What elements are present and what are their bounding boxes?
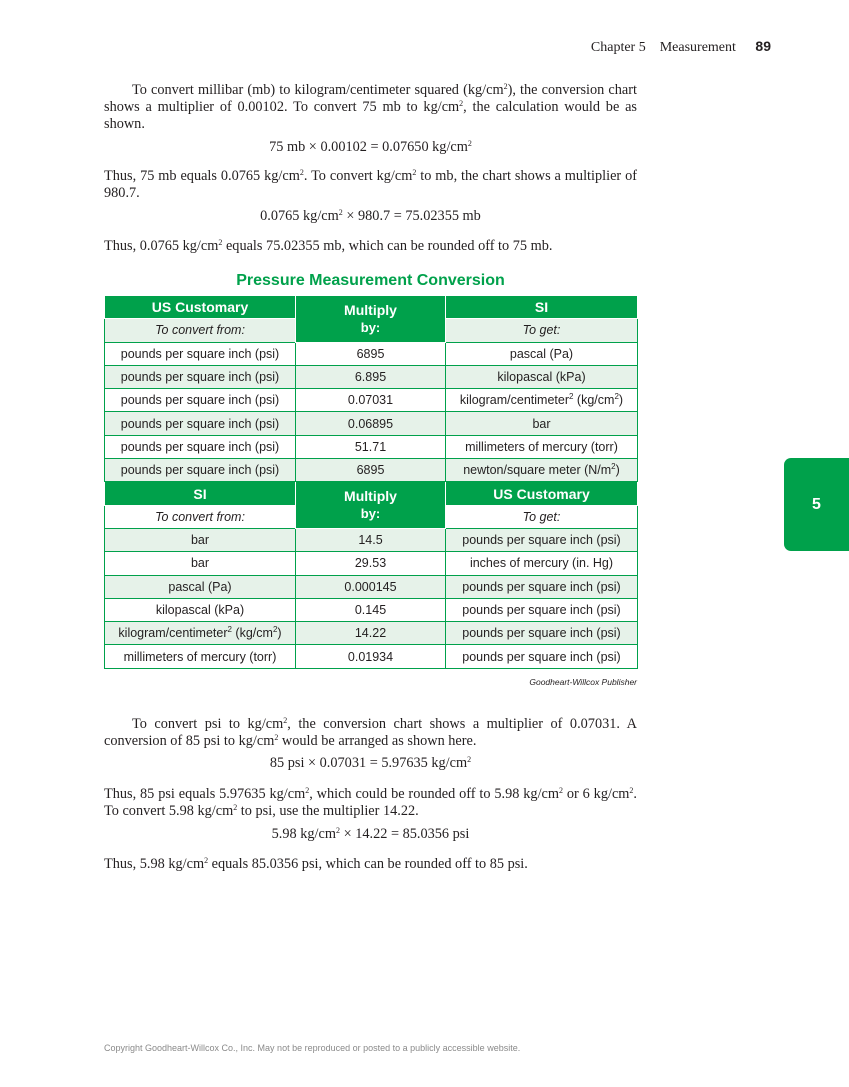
paragraph-intro-3: Thus, 0.0765 $kg/cm^2$ equals 75.02355 mb, which can be rounded off to 75 mb.: [104, 238, 553, 254]
table-credit: Goodheart-Willcox Publisher: [529, 677, 637, 687]
superscript: 2: [299, 168, 304, 177]
multiplier-cell: 51.71: [296, 435, 446, 458]
from-cell: bar: [105, 552, 296, 575]
equation-1: 75 mb × 0.00102 = 0.07650 $kg/cm^2$: [269, 139, 472, 155]
superscript: 2: [614, 392, 619, 402]
to-cell: inches of mercury (in. Hg): [446, 552, 638, 575]
to-cell: kilopascal (kPa): [446, 365, 638, 388]
from-cell: bar: [105, 528, 296, 551]
table-row: [105, 435, 638, 458]
multiplier-cell: 0.145: [296, 598, 446, 621]
to-cell: bar: [446, 412, 638, 435]
to-cell: millimeters of mercury (torr): [446, 435, 638, 458]
paragraph-outro-2: Thus, 85 psi equals 5.97635 $kg/cm^2$, which could be rounded off to 5.98 $kg/cm^2$ or 6 $kg/cm^2$. To convert 5.98 $kg/cm^2$ to psi, use the multiplier 14.22.: [104, 786, 637, 819]
section2-to-sub: To get:: [446, 505, 638, 528]
multiplier-cell: 6.895: [296, 365, 446, 388]
multiplier-cell: 6895: [296, 459, 446, 482]
superscript: 2: [559, 786, 564, 795]
section1-to-sub: To get:: [446, 319, 638, 342]
superscript: 2: [503, 82, 508, 91]
section1-from-sub: To convert from:: [105, 319, 296, 342]
multiplier-cell: 0.06895: [296, 412, 446, 435]
from-cell: pounds per square inch (psi): [105, 459, 296, 482]
by-label: by:: [360, 319, 381, 335]
from-cell: millimeters of mercury (torr): [105, 645, 296, 668]
table-row: [105, 575, 638, 598]
paragraph-intro-2: Thus, 75 mb equals 0.0765 $kg/cm^2$. To convert $kg/cm^2$ to mb, the chart shows a multiplier of 980.7.: [104, 168, 638, 201]
page-number: 89: [755, 38, 771, 54]
chapter-tab-label: 5: [812, 495, 821, 513]
section1-col3-header: SI: [446, 296, 638, 319]
multiplier-cell: 0.01934: [296, 645, 446, 668]
from-cell: pounds per square inch (psi): [105, 389, 296, 412]
superscript: 2: [467, 139, 472, 148]
paragraph-outro-3: Thus, 5.98 $kg/cm^2$ equals 85.0356 psi, which can be rounded off to 85 psi.: [104, 856, 528, 872]
to-cell: kilogram/centimeter$^2$ $(kg/cm^2)$: [446, 389, 638, 412]
to-cell: pounds per square inch (psi): [446, 645, 638, 668]
section2-header-row: [105, 482, 638, 505]
multiplier-cell: 6895: [296, 342, 446, 365]
running-header: [591, 38, 771, 56]
from-cell: pounds per square inch (psi): [105, 435, 296, 458]
section-label: Measurement: [659, 40, 736, 55]
equation-2: 0.0765 $kg/cm^2 \times 980.7 = 75.02355$ mb: [260, 208, 481, 224]
superscript: 2: [611, 462, 616, 472]
chapter-side-tab: [784, 458, 849, 551]
table-row: [105, 528, 638, 551]
multiplier-cell: 14.5: [296, 528, 446, 551]
table-row: [105, 598, 638, 621]
table-title: Pressure Measurement Conversion: [236, 272, 505, 289]
superscript: 2: [338, 208, 343, 217]
table-row: [105, 342, 638, 365]
to-cell: pounds per square inch (psi): [446, 598, 638, 621]
section1-header-row: [105, 296, 638, 319]
pressure-conversion-table: [104, 295, 638, 669]
from-cell: pounds per square inch (psi): [105, 365, 296, 388]
multiplier-cell: 29.53: [296, 552, 446, 575]
superscript: 2: [336, 826, 340, 835]
section2-multiply-header: [296, 482, 446, 529]
superscript: 2: [227, 625, 232, 635]
paragraph-outro-1: To convert psi to $kg/cm^2$, the conversion chart shows a multiplier of 0.07031. A conversion of 85 psi to $kg/cm^2$ would be arranged as shown here.: [104, 716, 637, 749]
superscript: 2: [272, 625, 278, 635]
superscript: 2: [467, 755, 472, 764]
from-cell: pounds per square inch (psi): [105, 342, 296, 365]
paragraph-intro-1: To convert millibar (mb) to kilogram/centimeter squared $(kg/cm^2)$, the conversion chart shows a multiplier of 0.00102. To convert 75 mb to $kg/cm^2$, the calculation would be as shown.: [104, 82, 638, 132]
equation-3: 85 psi × 0.07031 = 5.97635 $kg/cm^2$: [269, 755, 472, 771]
multiplier-cell: 14.22: [296, 622, 446, 645]
from-cell: kilogram/centimeter$^2$ $(kg/cm^2)$: [105, 622, 296, 645]
chapter-label: Chapter 5: [590, 40, 646, 55]
section2-col3-header: US Customary: [446, 482, 638, 505]
section1-col1-header: US Customary: [105, 296, 296, 319]
by-label: by:: [360, 506, 381, 522]
table-row: [105, 365, 638, 388]
superscript: 2: [629, 786, 634, 795]
superscript: 2: [569, 392, 574, 402]
section2-col1-header: SI: [105, 482, 296, 505]
superscript: 2: [305, 786, 310, 795]
superscript: 2: [459, 99, 464, 108]
table-row: [105, 459, 638, 482]
table-row: [105, 552, 638, 575]
to-cell: newton/square meter $(N/m^2)$: [446, 459, 638, 482]
from-cell: kilopascal (kPa): [105, 598, 296, 621]
table-row: [105, 412, 638, 435]
superscript: 2: [412, 168, 417, 177]
superscript: 2: [204, 856, 209, 865]
superscript: 2: [274, 733, 279, 742]
multiply-label: Multiply: [344, 301, 397, 318]
to-cell: pounds per square inch (psi): [446, 575, 638, 598]
from-cell: pounds per square inch (psi): [105, 412, 296, 435]
section1-multiply-header: [296, 296, 446, 343]
equation-4: 5.98 $kg/cm^2 \times 14.22 = 85.0356$ psi: [271, 826, 470, 842]
superscript: 2: [233, 803, 238, 812]
copyright-footer: Copyright Goodheart-Willcox Co., Inc. May not be reproduced or posted to a publicly accessible website.: [104, 1043, 521, 1053]
table-row: [105, 389, 638, 412]
table-row: [105, 622, 638, 645]
multiplier-cell: 0.000145: [296, 575, 446, 598]
multiply-label: Multiply: [344, 488, 397, 505]
to-cell: pounds per square inch (psi): [446, 622, 638, 645]
multiplier-cell: 0.07031: [296, 389, 446, 412]
superscript: 2: [218, 238, 223, 247]
table-row: [105, 645, 638, 668]
superscript: 2: [283, 716, 288, 725]
to-cell: pascal (Pa): [446, 342, 638, 365]
from-cell: pascal (Pa): [105, 575, 296, 598]
section2-from-sub: To convert from:: [105, 505, 296, 528]
to-cell: pounds per square inch (psi): [446, 528, 638, 551]
